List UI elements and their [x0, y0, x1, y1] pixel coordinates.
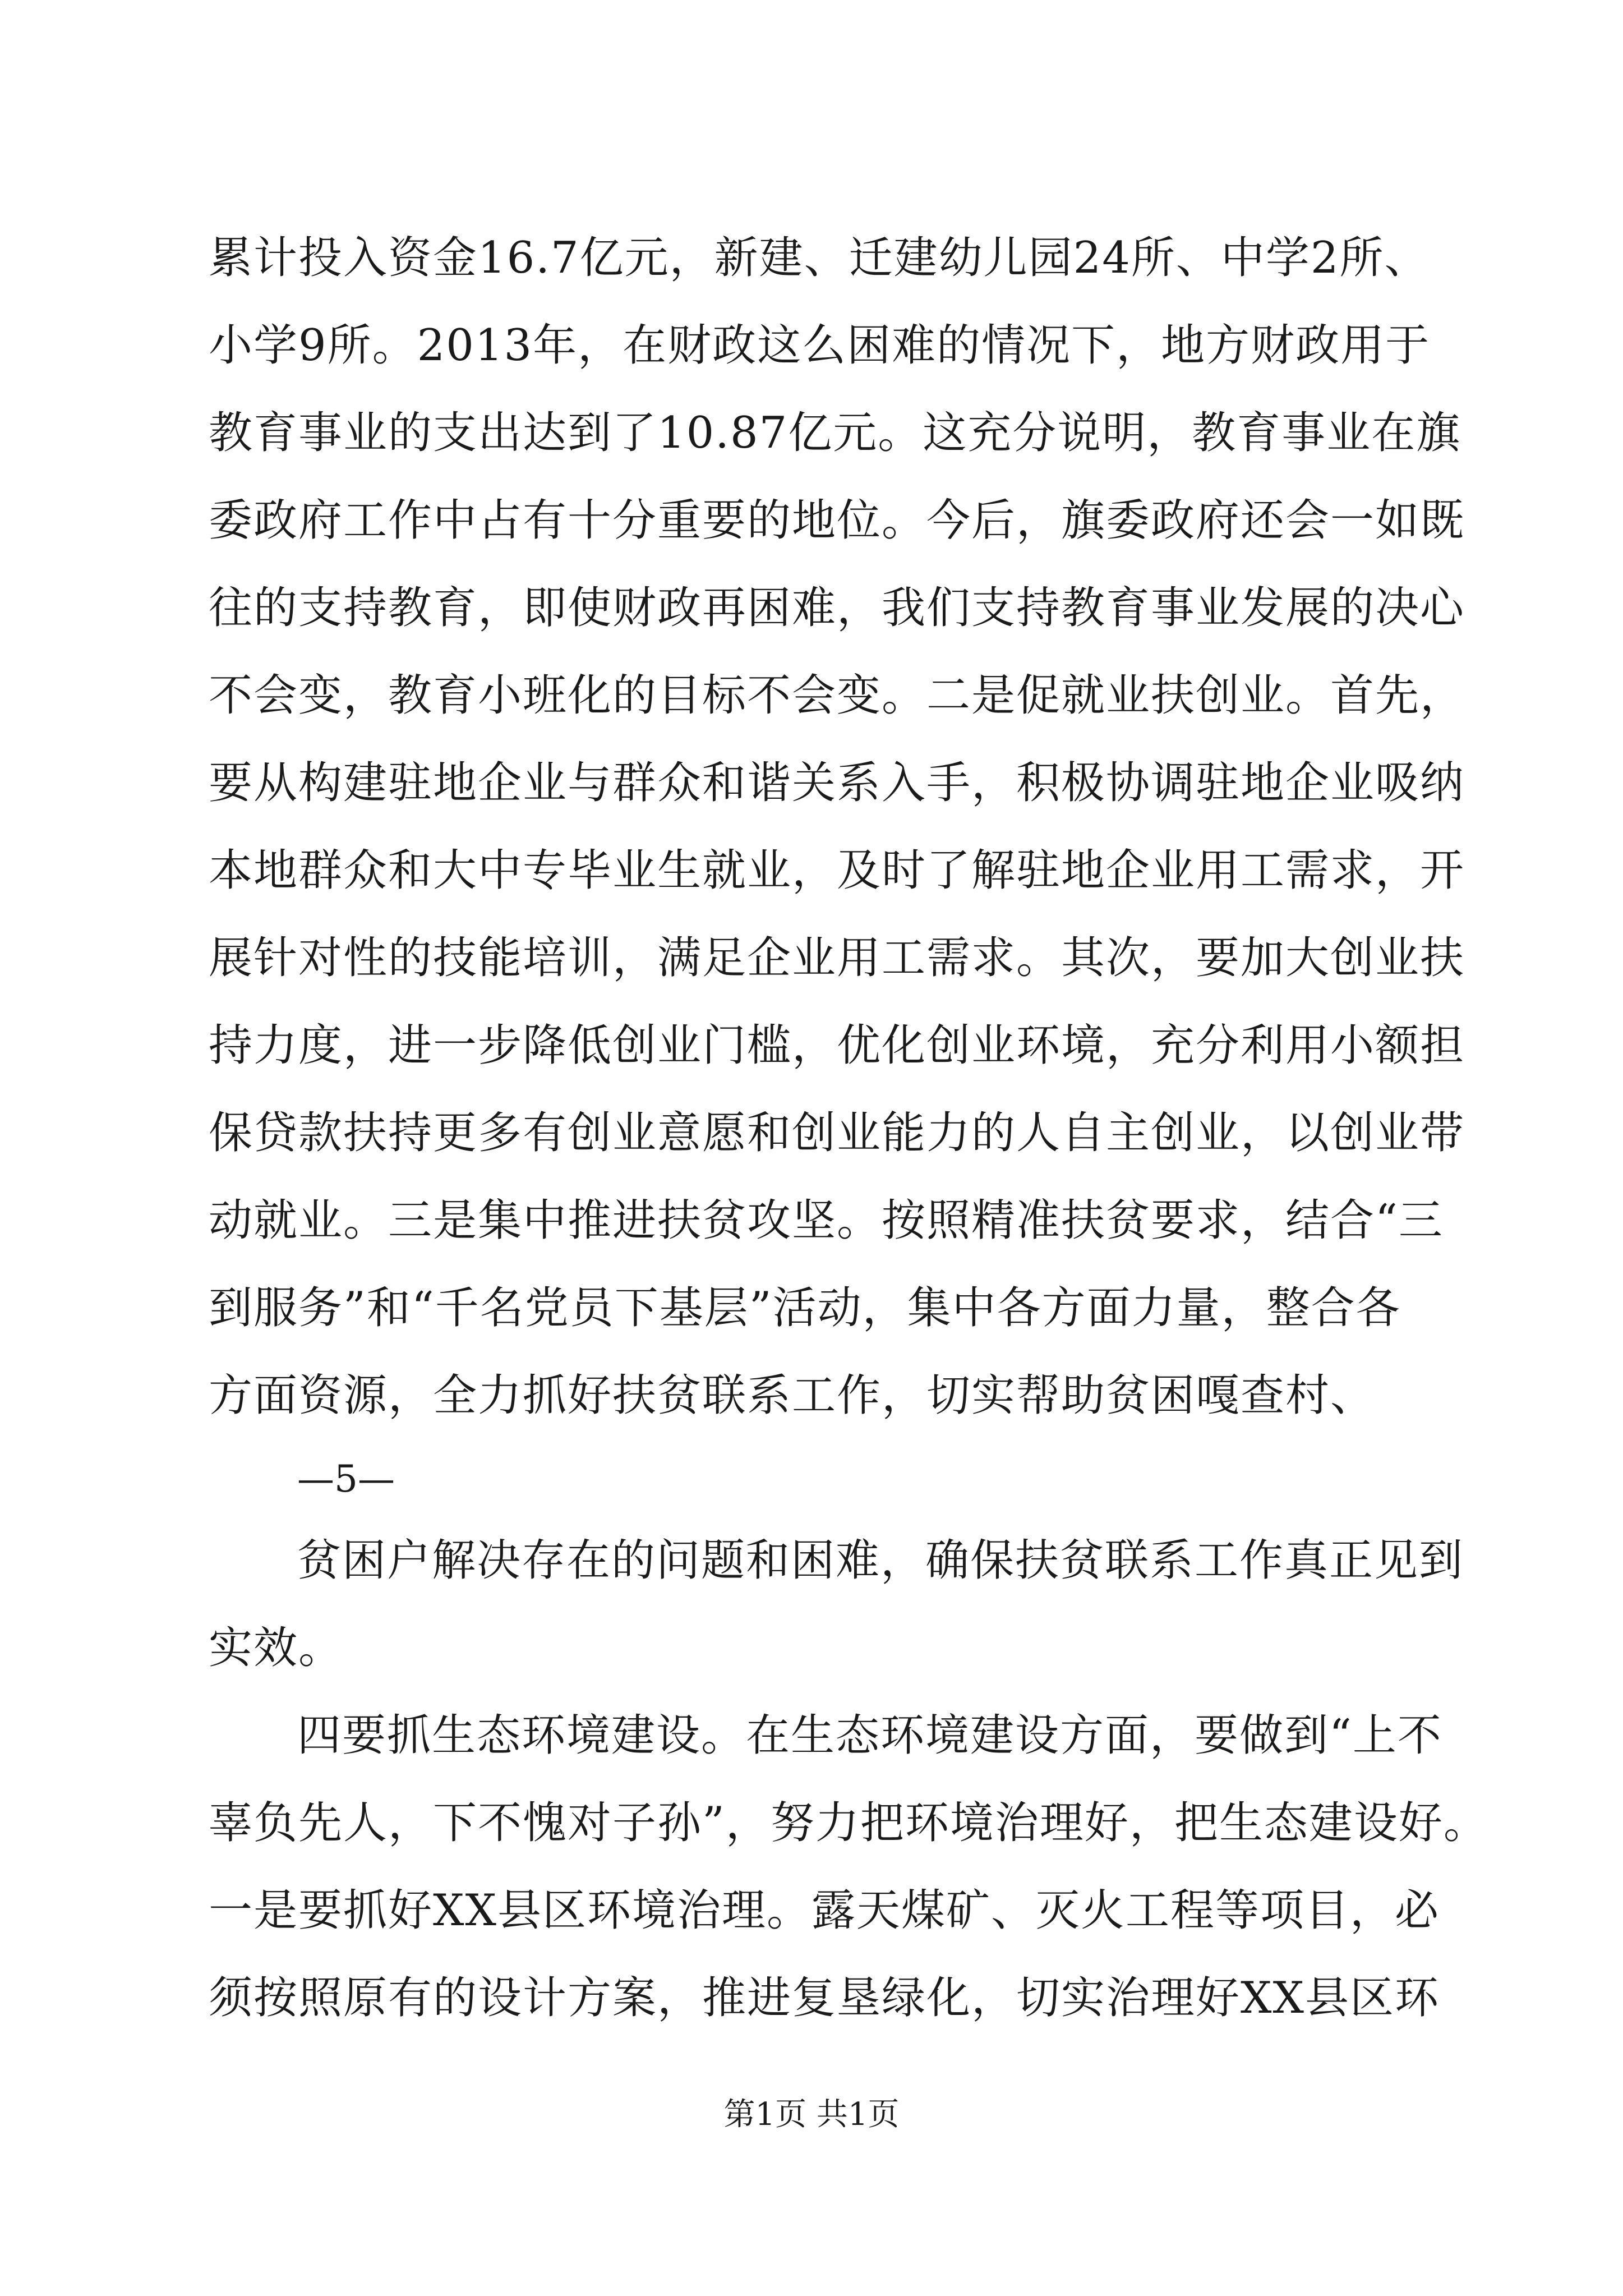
body-text-line: 委政府工作中占有十分重要的地位。今后，旗委政府还会一如既 [209, 495, 1465, 546]
body-text-line: 四要抓生态环境建设。在生态环境建设方面，要做到“上不 [297, 1710, 1442, 1761]
body-text-line: 往的支持教育，即使财政再困难，我们支持教育事业发展的决心 [209, 583, 1465, 633]
body-text-line: 本地群众和大中专毕业生就业，及时了解驻地企业用工需求，开 [209, 845, 1465, 896]
body-text-line: 一是要抓好XX县区环境治理。露天煤矿、灭火工程等项目，必 [209, 1885, 1440, 1936]
body-text-line: 须按照原有的设计方案，推进复垦绿化，切实治理好XX县区环 [209, 1973, 1440, 2023]
body-text-line: 展针对性的技能培训，满足企业用工需求。其次，要加大创业扶 [209, 933, 1465, 983]
page-footer: 第1页 共1页 [723, 2096, 900, 2133]
body-text-line: 到服务”和“千名党员下基层”活动，集中各方面力量，整合各 [209, 1283, 1401, 1333]
body-text-line: 持力度，进一步降低创业门槛，优化创业环境，充分利用小额担 [209, 1020, 1465, 1071]
body-text-line: 保贷款扶持更多有创业意愿和创业能力的人自主创业，以创业带 [209, 1108, 1465, 1158]
body-text-line: 不会变，教育小班化的目标不会变。二是促就业扶创业。首先， [209, 670, 1465, 721]
body-text-line: 要从构建驻地企业与群众和谐关系入手，积极协调驻地企业吸纳 [209, 758, 1465, 808]
body-text-line: 小学9所。2013年，在财政这么困难的情况下，地方财政用于 [209, 320, 1431, 371]
body-text-line: 贫困户解决存在的问题和困难，确保扶贫联系工作真正见到 [297, 1535, 1464, 1586]
body-text-line: 辜负先人，下不愧对子孙”，努力把环境治理好，把生态建设好。 [209, 1798, 1488, 1848]
body-text-line: 方面资源，全力抓好扶贫联系工作，切实帮助贫困嘎查村、 [209, 1370, 1376, 1421]
body-text-line: 动就业。三是集中推进扶贫攻坚。按照精准扶贫要求，结合“三 [209, 1195, 1444, 1246]
page-number-marker: —5— [297, 1457, 395, 1501]
body-text-line: 累计投入资金16.7亿元，新建、迁建幼儿园24所、中学2所、 [209, 233, 1430, 283]
body-text-line: 实效。 [209, 1623, 344, 1673]
body-text-line: 教育事业的支出达到了10.87亿元。这充分说明，教育事业在旗 [209, 408, 1461, 458]
